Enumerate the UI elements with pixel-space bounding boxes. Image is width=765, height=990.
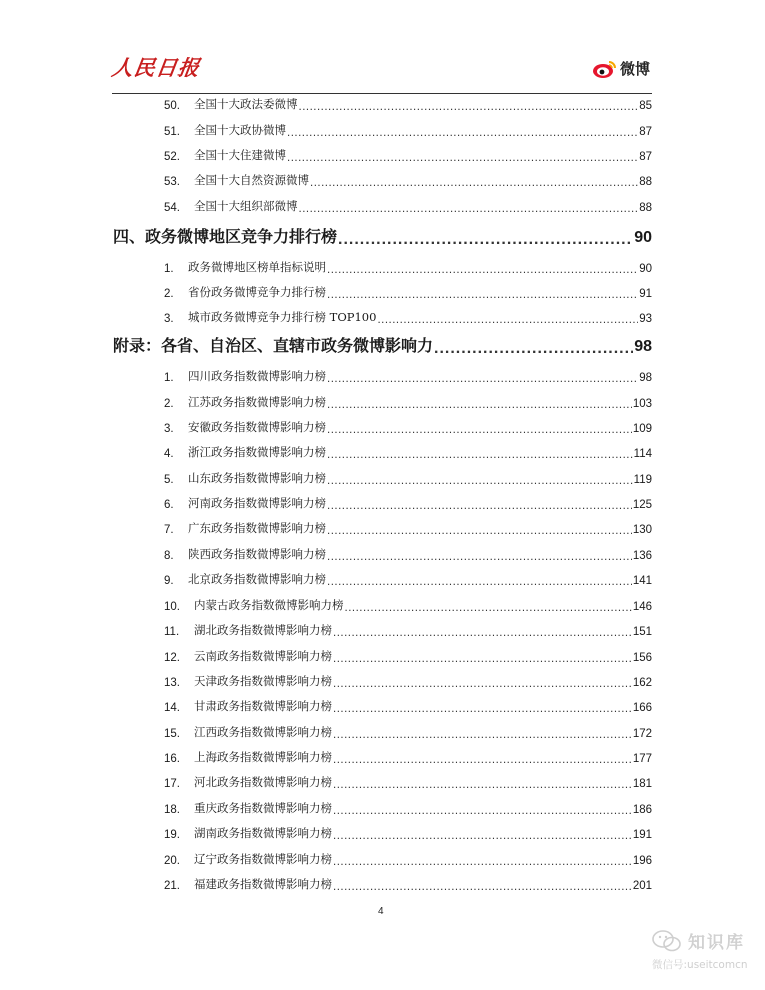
- toc-entry-page: 177: [632, 753, 652, 765]
- wechat-watermark: [652, 928, 762, 984]
- toc-entry[interactable]: [164, 122, 652, 138]
- toc-entry-title: 福建政务指数微博影响力榜: [194, 877, 332, 891]
- toc-entry-title: 北京政务指数微博影响力榜: [188, 572, 326, 586]
- toc-entry[interactable]: [164, 825, 652, 841]
- toc-entry-number: 6.: [164, 499, 174, 511]
- toc-dot-leader: [287, 127, 638, 139]
- toc-dot-leader: [333, 779, 632, 791]
- toc-entry-page: 196: [632, 855, 652, 867]
- toc-dot-leader: [377, 314, 638, 326]
- toc-dot-leader: [333, 805, 632, 817]
- people-daily-logo: 人民日报: [110, 55, 202, 80]
- toc-entry-title: 上海政务指数微博影响力榜: [194, 750, 332, 764]
- toc-dot-leader: [338, 231, 633, 247]
- toc-entry-title: 全国十大政协微博: [194, 123, 286, 137]
- toc-section-entry[interactable]: [113, 334, 652, 356]
- toc-entry[interactable]: [164, 259, 652, 275]
- toc-dot-leader: [310, 177, 638, 189]
- toc-entry-title: 附录：各省、自治区、直辖市政务微博影响力: [113, 336, 434, 355]
- toc-entry[interactable]: [164, 198, 652, 214]
- toc-entry[interactable]: [164, 419, 652, 435]
- toc-entry-page: 103: [632, 398, 652, 410]
- toc-entry-page: 88: [639, 176, 652, 188]
- toc-entry-page: 191: [632, 829, 652, 841]
- toc-dot-leader: [327, 576, 632, 588]
- toc-dot-leader: [287, 152, 638, 164]
- toc-entry-page: 109: [632, 423, 652, 435]
- toc-entry-number: 11.: [164, 626, 180, 638]
- toc-entry-title: 江西政务指数微博影响力榜: [194, 725, 332, 739]
- toc-entry-number: 16.: [164, 753, 180, 765]
- toc-entry[interactable]: [164, 724, 652, 740]
- toc-entry-number: 53.: [164, 176, 180, 188]
- toc-entry-number: 9.: [164, 575, 174, 587]
- toc-entry-number: 19.: [164, 829, 180, 841]
- toc-entry-title: 全国十大组织部微博: [194, 199, 298, 213]
- toc-entry-number: 17.: [164, 778, 180, 790]
- toc-entry[interactable]: [164, 96, 652, 112]
- toc-entry-title: 辽宁政务指数微博影响力榜: [194, 852, 332, 866]
- toc-dot-leader: [333, 729, 632, 741]
- toc-entry-page: 166: [632, 702, 652, 714]
- page-number: 4: [378, 906, 384, 917]
- toc-entry-number: 5.: [164, 474, 174, 486]
- toc-dot-leader: [333, 678, 632, 690]
- toc-entry[interactable]: [164, 309, 652, 325]
- toc-entry[interactable]: [164, 546, 652, 562]
- toc-dot-leader: [333, 703, 632, 715]
- toc-entry[interactable]: [164, 648, 652, 664]
- toc-entry[interactable]: [164, 147, 652, 163]
- toc-entry-page: 125: [632, 499, 652, 511]
- toc-entry-number: 10.: [164, 601, 180, 613]
- toc-entry-page: 186: [632, 804, 652, 816]
- toc-entry-title: 内蒙古政务指数微博影响力榜: [194, 598, 344, 612]
- toc-entry[interactable]: [164, 394, 652, 410]
- toc-dot-leader: [327, 289, 638, 301]
- toc-dot-leader: [327, 373, 638, 385]
- toc-entry[interactable]: [164, 444, 652, 460]
- toc-entry-page: 88: [639, 202, 652, 214]
- toc-entry-number: 8.: [164, 550, 174, 562]
- toc-entry-title: 河北政务指数微博影响力榜: [194, 775, 332, 789]
- toc-entry-title: 广东政务指数微博影响力榜: [188, 521, 326, 535]
- toc-entry-number: 7.: [164, 524, 174, 536]
- toc-entry-number: 18.: [164, 804, 180, 816]
- toc-section-entry[interactable]: [113, 225, 652, 247]
- toc-entry[interactable]: [164, 368, 652, 384]
- toc-entry-number: 3.: [164, 313, 174, 325]
- toc-entry-title: 山东政务指数微博影响力榜: [188, 471, 326, 485]
- toc-entry-page: 87: [639, 126, 652, 138]
- toc-entry-title: 全国十大住建微博: [194, 148, 286, 162]
- toc-entry-page: 181: [632, 778, 652, 790]
- toc-entry-number: 20.: [164, 855, 180, 867]
- toc-entry-page: 172: [632, 728, 652, 740]
- toc-entry-page: 93: [639, 313, 652, 325]
- toc-entry-number: 1.: [164, 372, 174, 384]
- watermark-account: 微信号:useitcomcn: [652, 959, 748, 971]
- toc-entry-page: 90: [634, 229, 652, 246]
- toc-entry-title: 云南政务指数微博影响力榜: [194, 649, 332, 663]
- toc-entry-page: 146: [632, 601, 652, 613]
- toc-entry[interactable]: [164, 774, 652, 790]
- toc-entry-page: 119: [633, 474, 652, 486]
- toc-entry[interactable]: [164, 622, 652, 638]
- toc-entry-number: 1.: [164, 263, 174, 275]
- toc-entry-title: 浙江政务指数微博影响力榜: [188, 445, 326, 459]
- toc-entry-title: 湖南政务指数微博影响力榜: [194, 826, 332, 840]
- wechat-icon: [652, 929, 682, 953]
- weibo-logo: [592, 58, 650, 79]
- toc-entry-page: 151: [632, 626, 652, 638]
- toc-dot-leader: [327, 424, 632, 436]
- toc-entry-number: 2.: [164, 288, 174, 300]
- toc-entry-title: 城市政务微博竞争力排行榜 TOP100: [188, 310, 377, 324]
- toc-entry-title: 重庆政务指数微博影响力榜: [194, 801, 332, 815]
- toc-entry-number: 54.: [164, 202, 180, 214]
- toc-entry-page: 87: [639, 151, 652, 163]
- toc-entry-number: 2.: [164, 398, 174, 410]
- toc-entry-number: 15.: [164, 728, 180, 740]
- weibo-logo-text: 微博: [620, 60, 651, 78]
- toc-dot-leader: [333, 830, 632, 842]
- toc-entry-page: 90: [639, 263, 652, 275]
- toc-entry-title: 江苏政务指数微博影响力榜: [188, 395, 326, 409]
- toc-entry-number: 12.: [164, 652, 180, 664]
- toc-entry-page: 156: [632, 652, 652, 664]
- toc-entry[interactable]: [164, 571, 652, 587]
- toc-entry-title: 甘肃政务指数微博影响力榜: [194, 699, 332, 713]
- toc-dot-leader: [345, 602, 632, 614]
- toc-entry-number: 13.: [164, 677, 180, 689]
- toc-entry[interactable]: [164, 851, 652, 867]
- toc-entry-page: 98: [634, 338, 652, 355]
- toc-entry-title: 全国十大自然资源微博: [194, 173, 309, 187]
- toc-entry[interactable]: [164, 673, 652, 689]
- toc-dot-leader: [299, 203, 639, 215]
- toc-entry-number: 50.: [164, 100, 180, 112]
- toc-entry[interactable]: [164, 800, 652, 816]
- toc-entry-page: 136: [632, 550, 652, 562]
- toc-entry[interactable]: [164, 284, 652, 300]
- toc-entry-title: 四、政务微博地区竞争力排行榜: [113, 227, 338, 246]
- toc-entry-number: 14.: [164, 702, 180, 714]
- toc-entry-title: 省份政务微博竞争力排行榜: [188, 285, 326, 299]
- toc-entry-title: 天津政务指数微博影响力榜: [194, 674, 332, 688]
- toc-entry-page: 91: [639, 288, 652, 300]
- toc-entry-page: 130: [632, 524, 652, 536]
- toc-dot-leader: [333, 856, 632, 868]
- toc-dot-leader: [327, 264, 638, 276]
- toc-entry-page: 114: [633, 448, 652, 460]
- toc-entry-number: 3.: [164, 423, 174, 435]
- toc-entry[interactable]: [164, 470, 652, 486]
- toc-entry[interactable]: [164, 749, 652, 765]
- toc-entry[interactable]: [164, 172, 652, 188]
- toc-entry[interactable]: [164, 597, 652, 613]
- toc-entry-number: 51.: [164, 126, 180, 138]
- toc-entry-page: 85: [639, 100, 652, 112]
- toc-dot-leader: [333, 754, 632, 766]
- toc-entry-title: 安徽政务指数微博影响力榜: [188, 420, 326, 434]
- toc-entry[interactable]: [164, 495, 652, 511]
- toc-entry-page: 162: [632, 677, 652, 689]
- toc-dot-leader: [333, 881, 632, 893]
- toc-entry-number: 21.: [164, 880, 180, 892]
- toc-dot-leader: [327, 399, 632, 411]
- toc-entry-page: 201: [632, 880, 652, 892]
- toc-entry-title: 四川政务指数微博影响力榜: [188, 369, 326, 383]
- toc-entry-title: 湖北政务指数微博影响力榜: [194, 623, 332, 637]
- toc-dot-leader: [327, 551, 632, 563]
- toc-entry[interactable]: [164, 698, 652, 714]
- toc-dot-leader: [327, 475, 633, 487]
- weibo-eye-icon: [592, 59, 618, 79]
- toc-entry-number: 4.: [164, 448, 174, 460]
- toc-entry[interactable]: [164, 876, 652, 892]
- toc-entry-title: 河南政务指数微博影响力榜: [188, 496, 326, 510]
- toc-dot-leader: [333, 627, 632, 639]
- toc-dot-leader: [333, 653, 632, 665]
- toc-entry-title: 政务微博地区榜单指标说明: [188, 260, 326, 274]
- toc-entry-title: 全国十大政法委微博: [194, 97, 298, 111]
- toc-dot-leader: [327, 500, 632, 512]
- toc-entry-title: 陕西政务指数微博影响力榜: [188, 547, 326, 561]
- toc-entry-number: 52.: [164, 151, 180, 163]
- header-divider: [112, 93, 652, 94]
- toc-entry-page: 141: [632, 575, 652, 587]
- toc-dot-leader: [299, 101, 639, 113]
- toc-entry-page: 98: [639, 372, 652, 384]
- toc-dot-leader: [327, 525, 632, 537]
- watermark-name: 知识库: [688, 933, 745, 953]
- toc-entry[interactable]: [164, 520, 652, 536]
- toc-dot-leader: [434, 340, 633, 356]
- toc-dot-leader: [327, 449, 633, 461]
